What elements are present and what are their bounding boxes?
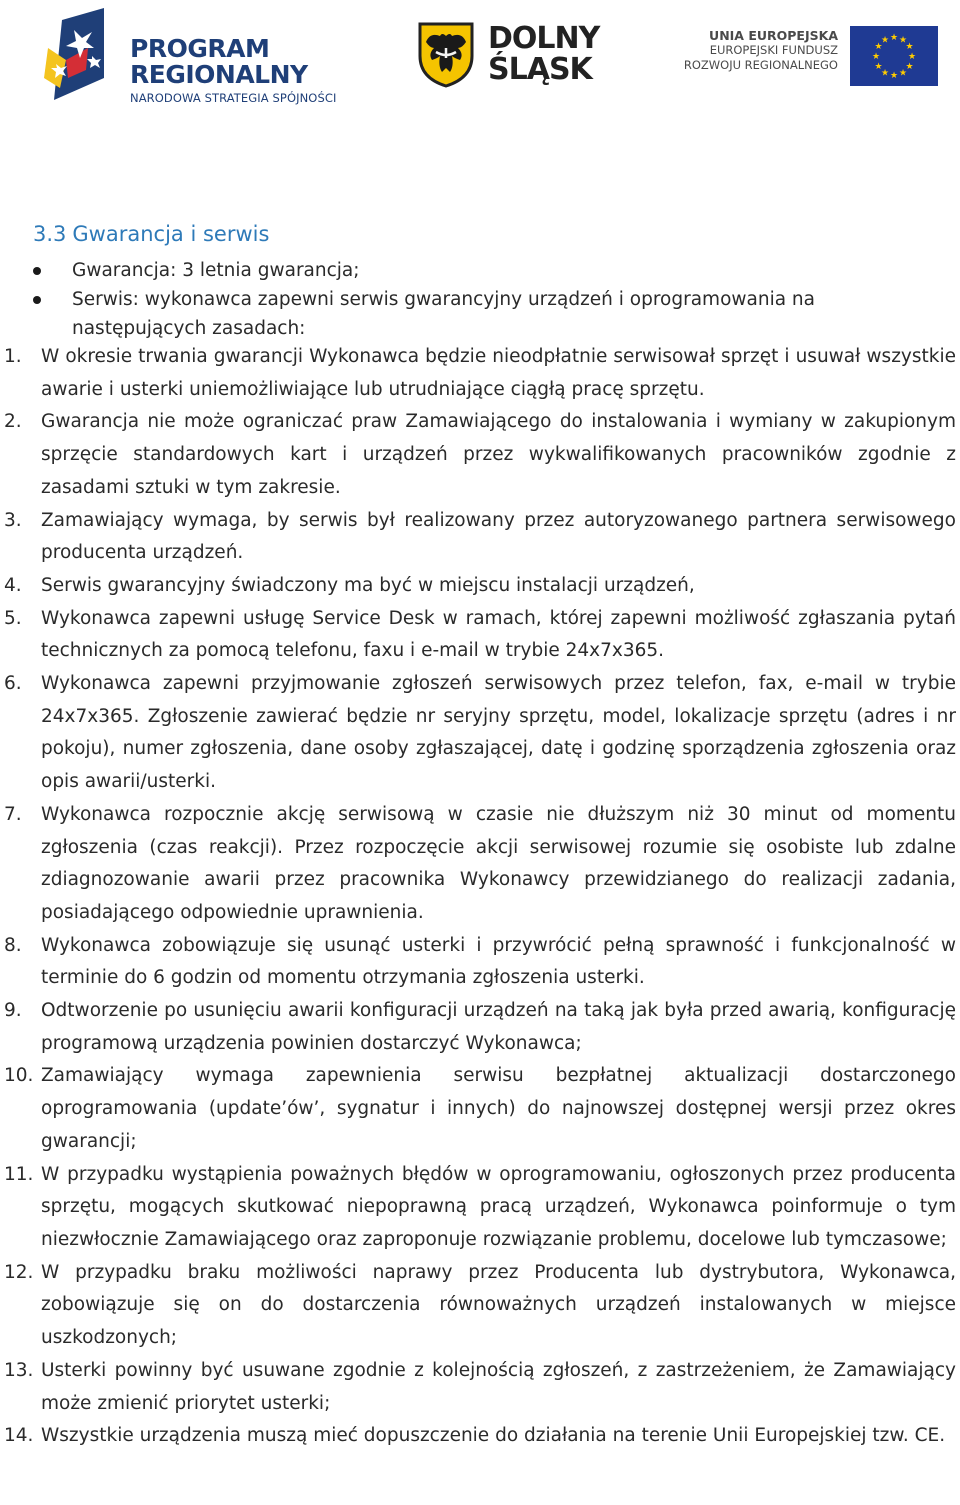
eu-flag-icon (850, 26, 938, 86)
list-item (0, 930, 960, 995)
region-logo-line2: ŚLĄSK (488, 52, 592, 87)
bullet-item (0, 285, 960, 343)
list-item-number: 4. (4, 574, 22, 596)
list-item-number: 7. (4, 803, 22, 825)
list-item-number: 1. (4, 346, 22, 367)
list-item-text: Odtworzenie po usunięciu awarii konfiguracji urządzeń na taką jak była przed awarią, konfigurację programową urządzenia powinien dostarczyć Wykonawca; (41, 1000, 956, 1054)
eu-logo-line1: UNIA EUROPEJSKA (709, 28, 838, 43)
list-item (0, 406, 960, 504)
list-item-text: Gwarancja nie może ograniczać praw Zamawiającego do instalowania i wymiany w zakupionym sprzęcie standardowych kart i urządzeń przez wykwalifikowanych pracowników zgodnie z zasadami sztuki w tym zakresie. (41, 411, 956, 498)
program-logo-line1: PROGRAM (130, 34, 270, 63)
list-item-text: Zamawiający wymaga zapewnienia serwisu bezpłatnej aktualizacji dostarczonego oprogramowania (update’ów’, sygnatur i innych) do najnowszej dostępnej wersji przez okres gwarancji; (41, 1065, 956, 1152)
list-item (0, 1355, 960, 1420)
list-item (0, 1060, 960, 1158)
list-item-number: 13. (4, 1359, 34, 1381)
list-item-text: Wykonawca rozpocznie akcję serwisową w czasie nie dłuższym niż 30 minut od momentu zgłoszenia (czas reakcji). Przez rozpoczęcie akcji serwisowej rozumie się osobiste lub zdalne zdiagnozowanie awarii przez pracownika Wykonawcy przewidzianego do realizacji zadania, posiadającego odpowiednie uprawnienia. (41, 803, 956, 923)
list-item-number: 9. (4, 1000, 22, 1022)
bullet-dot-icon (33, 296, 41, 304)
list-item-text: W przypadku braku możliwości naprawy przez Producenta lub dystrybutora, Wykonawca, zobowiązuje się on do dostarczenia równoważnych urządzeń instalowanych w miejsce uszkodzonych; (41, 1261, 956, 1349)
list-item (0, 668, 960, 799)
list-item (0, 1257, 960, 1355)
program-logo-line2: REGIONALNY (130, 60, 308, 89)
svg-text:★: ★ (871, 52, 881, 62)
list-item-number: 6. (4, 673, 22, 695)
list-item-text: Serwis gwarancyjny świadczony ma być w miejscu instalacji urządzeń, (41, 574, 695, 596)
list-item-number: 8. (4, 934, 22, 956)
list-item-number: 10. (4, 1065, 34, 1087)
list-item-text: Wykonawca zobowiązuje się usunąć usterki i przywrócić pełną sprawność i funkcjonalność w terminie do 6 godzin od momentu otrzymania zgłoszenia usterki. (41, 934, 956, 989)
list-item-text: Usterki powinny być usuwane zgodnie z kolejnością zgłoszeń, z zastrzeżeniem, że Zamawiający może zmienić priorytet usterki; (41, 1359, 956, 1414)
list-item (0, 603, 960, 668)
list-item-text: W przypadku wystąpienia poważnych błędów w oprogramowaniu, ogłoszonych przez producenta sprzętu, mogących skutkować niepoprawną pracą urządzeń, Wykonawca poinformuje o tym niezwłocznie Zamawiającego oraz zaproponuje rozwiązanie problemu, docelowe lub tymczasowe; (41, 1163, 956, 1250)
document-header (0, 0, 960, 120)
list-item-number: 3. (4, 509, 22, 531)
bullet-list (0, 256, 960, 343)
svg-text:★: ★ (889, 71, 899, 81)
list-item (0, 341, 960, 406)
svg-text:★: ★ (905, 62, 914, 72)
list-item-text: Wszystkie urządzenia muszą mieć dopuszczenie do działania na terenie Unii Europejskiej tzw. CE. (41, 1425, 946, 1447)
svg-text:★: ★ (880, 35, 890, 46)
program-regionalny-logo (44, 8, 364, 108)
list-item-number: 2. (4, 411, 22, 433)
svg-text:★: ★ (874, 62, 883, 72)
region-logo-line1: DOLNY (488, 21, 600, 56)
eu-fund-logo (678, 26, 940, 88)
list-item-text: Zamawiający wymaga, by serwis był realizowany przez autoryzowanego partnera serwisowego producenta urządzeń. (41, 509, 956, 564)
svg-text:★: ★ (874, 42, 883, 52)
list-item (0, 570, 960, 603)
dolny-slask-logo (416, 22, 616, 92)
svg-text:★: ★ (880, 68, 890, 79)
svg-text:★: ★ (905, 42, 914, 52)
list-item-text: Wykonawca zapewni przyjmowanie zgłoszeń serwisowych przez telefon, fax, e-mail w trybie 24x7x365. Zgłoszenie zawierać będzie nr seryjny sprzętu, model, lokalizacje sprzętu (adres i nr pokoju), numer zgłoszenia, dane osoby zgłaszającej, datę i godzinę sporządzenia zgłoszenia oraz opis awarii/usterki. (41, 673, 956, 793)
list-item (0, 1420, 960, 1453)
eagle-coat-of-arms-icon (416, 22, 476, 88)
svg-text:★: ★ (907, 52, 917, 62)
section-number: 3.3 (33, 222, 67, 246)
svg-text:★: ★ (898, 35, 908, 46)
section-title: Gwarancja i serwis (72, 222, 270, 246)
svg-text:★: ★ (898, 68, 908, 79)
list-item-number: 14. (4, 1425, 34, 1447)
list-item-text: Wykonawca zapewni usługę Service Desk w ramach, której zapewni możliwość zgłaszania pytań technicznych za pomocą telefonu, faxu i e-mail w trybie 24x7x365. (41, 607, 956, 662)
bullet-item (0, 256, 960, 285)
list-item (0, 505, 960, 570)
list-item-number: 12. (4, 1261, 34, 1283)
eu-logo-line2: EUROPEJSKI FUNDUSZ (709, 43, 838, 57)
section-heading (33, 222, 269, 246)
bullet-text: Gwarancja: 3 letnia gwarancja; (72, 260, 360, 281)
program-logo-line3: NARODOWA STRATEGIA SPÓJNOŚCI (130, 91, 337, 105)
list-item-number: 11. (4, 1163, 34, 1185)
list-item (0, 1159, 960, 1257)
list-item (0, 799, 960, 930)
eu-logo-line3: ROZWOJU REGIONALNEGO (683, 58, 838, 72)
svg-text:★: ★ (889, 33, 899, 43)
numbered-list (0, 341, 960, 1453)
program-regionalny-emblem-icon (44, 8, 124, 108)
list-item (0, 995, 960, 1060)
bullet-dot-icon (33, 267, 41, 275)
list-item-number: 5. (4, 607, 22, 629)
bullet-text: Serwis: wykonawca zapewni serwis gwarancyjny urządzeń i oprogramowania na następujących zasadach: (72, 289, 815, 339)
list-item-text: W okresie trwania gwarancji Wykonawca będzie nieodpłatnie serwisował sprzęt i usuwał wszystkie awarie i usterki uniemożliwiające lub utrudniające ciągłą pracę sprzętu. (41, 346, 956, 400)
